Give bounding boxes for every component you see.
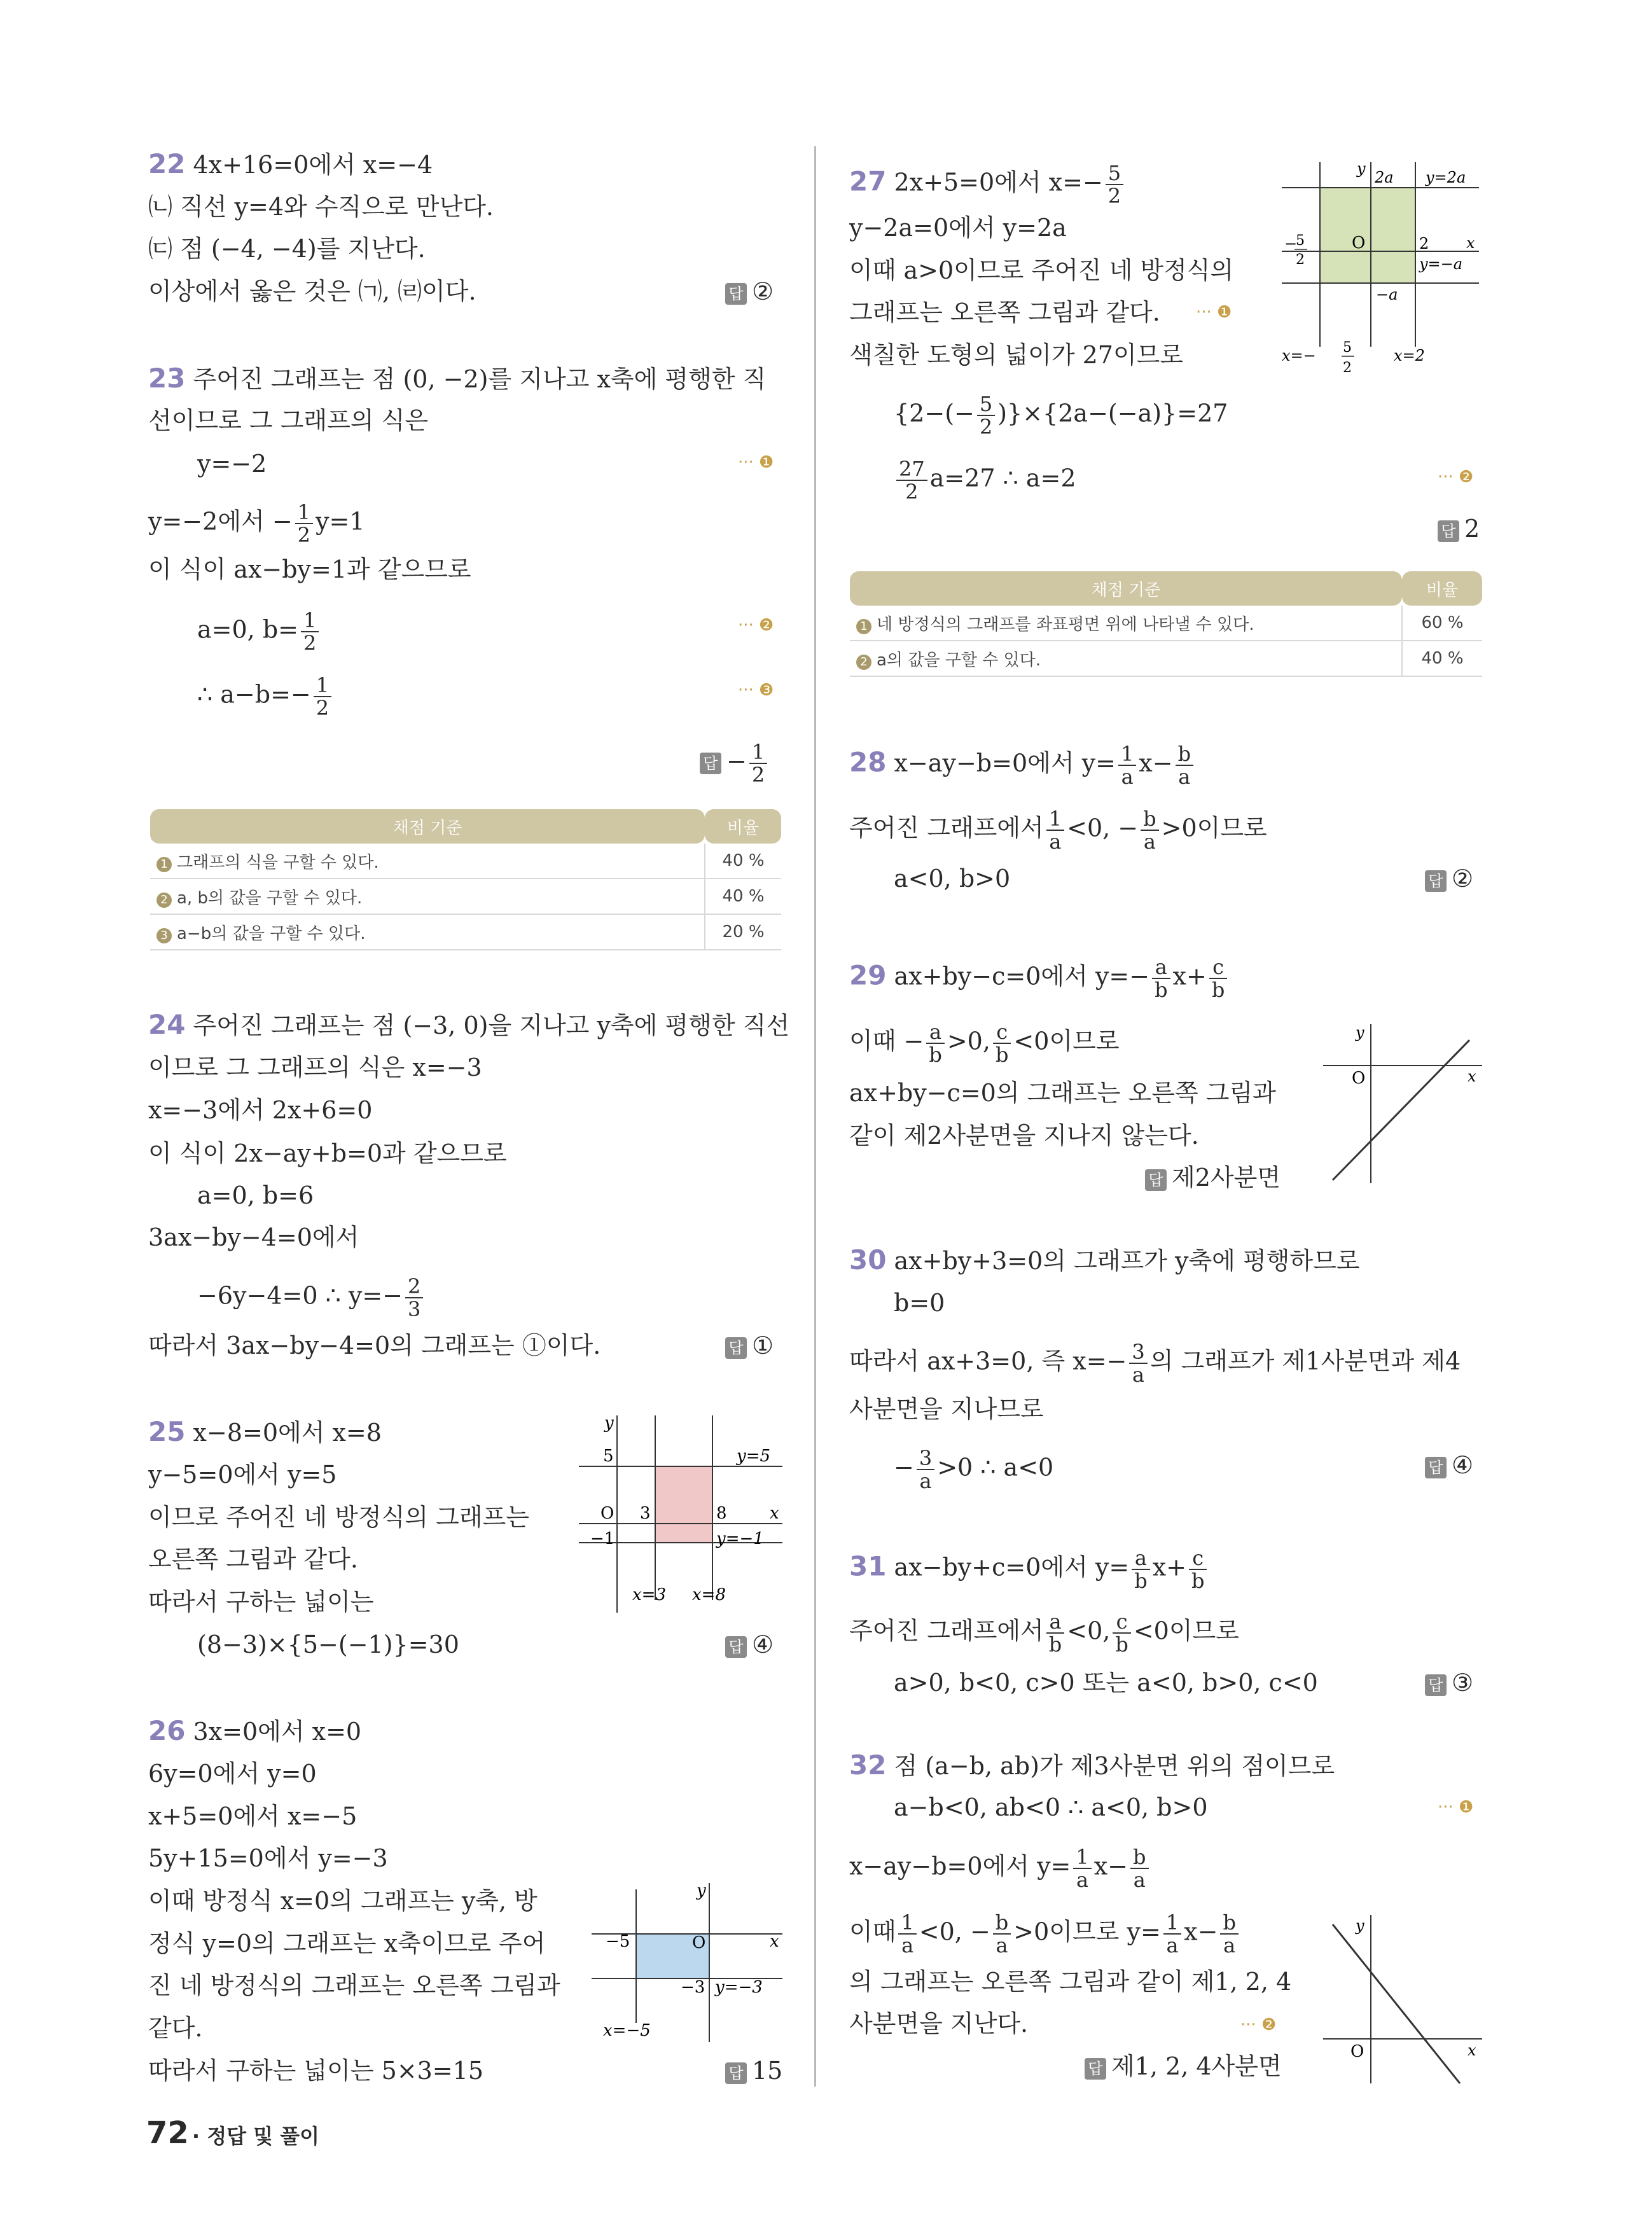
problem-number: 30	[849, 1244, 887, 1275]
problem-23-line6: a=0, b= $\frac{1}{2}$	[197, 609, 321, 654]
line-label: x=8	[692, 1585, 726, 1604]
problem-25-line3: 이므로 주어진 네 방정식의 그래프는	[148, 1503, 529, 1531]
axis-label: x	[1468, 1067, 1476, 1085]
problem-number: 24	[148, 1009, 186, 1040]
shaded-rectangle	[655, 1466, 712, 1543]
page-number: 72	[146, 2115, 189, 2151]
problem-27-line3: 이때 a>0이므로 주어진 네 방정식의	[849, 256, 1234, 284]
axis-label: y	[1356, 1917, 1364, 1935]
problem-22-line3: ㈂ 점 (−4, −4)를 지난다.	[148, 235, 426, 263]
problem-24-line6: 3ax−by−4=0에서	[148, 1223, 359, 1251]
problem-28-answer: 답 ②	[1425, 864, 1473, 893]
fraction: $\frac{c}{b}$	[1189, 1547, 1207, 1592]
origin-label: O	[1350, 2042, 1364, 2061]
line-label: y=−3	[715, 1978, 763, 1997]
problem-24-line3: x=−3에서 2x+6=0	[148, 1096, 373, 1124]
line-label: y=−a	[1419, 255, 1463, 273]
tick-label: −1	[590, 1529, 615, 1548]
fraction: $\frac{27}{2}$	[896, 458, 927, 503]
problem-31-line1: 31 ax−by+c=0에서 y= $\frac{a}{b}$ x+ $\frac{c}{b}$	[849, 1547, 1209, 1592]
step-ref-2: ··· ❷	[1240, 2015, 1277, 2034]
grading-header: 채점 기준	[850, 571, 1402, 606]
problem-number: 28	[849, 746, 887, 778]
answer-icon: 답	[725, 283, 747, 305]
problem-26-line3: x+5=0에서 x=−5	[148, 1802, 357, 1830]
fraction: $\frac{c}{b}$	[1113, 1611, 1130, 1655]
problem-30-line1: 30 ax+by+3=0의 그래프가 y축에 평행하므로	[849, 1244, 1360, 1275]
problem-28-line2: 주어진 그래프에서 $\frac{1}{a}$ <0, − $\frac{b}{a}$ >0이므로	[849, 807, 1267, 854]
grading-table-23	[150, 809, 781, 950]
graph-26	[592, 1877, 789, 2048]
column-divider	[814, 146, 816, 2087]
line-label: x=2	[1394, 347, 1425, 365]
fraction: $\frac{a}{b}$	[1046, 1611, 1064, 1655]
problem-number: 22	[148, 148, 186, 179]
problem-28-line3: a<0, b>0	[894, 865, 1011, 893]
shaded-rectangle	[1320, 188, 1415, 283]
problem-24-line7: −6y−4=0 ∴ y=− $\frac{2}{3}$	[197, 1275, 426, 1320]
step-ref-2: ··· ❷	[1438, 468, 1474, 487]
answer-icon: 답	[725, 2062, 747, 2084]
problem-27-answer: 답 2	[1438, 514, 1480, 543]
fraction: $\frac{1}{2}$	[749, 741, 767, 786]
graph-32	[1320, 1912, 1485, 2090]
problem-22-line1: 22 4x+16=0에서 x=−4	[148, 148, 433, 179]
graph-25	[579, 1409, 789, 1619]
problem-32-line4: 이때 $\frac{1}{a}$ <0, − $\frac{b}{a}$ >0이므로 y= $\frac{1}{a}$ x− $\frac{b}{a}$	[849, 1912, 1241, 1956]
fraction: $\frac{b}{a}$	[1220, 1912, 1238, 1956]
fraction: $\frac{1}{a}$	[1118, 743, 1136, 788]
problem-26-line7: 진 네 방정식의 그래프는 오른쪽 그림과	[148, 1971, 560, 1999]
tick-label: 5	[1296, 233, 1305, 249]
fraction: $\frac{a}{b}$	[1152, 956, 1170, 1001]
problem-26-line6: 정식 y=0의 그래프는 x축이므로 주어	[148, 1929, 546, 1957]
axis-label: y	[604, 1414, 614, 1433]
tick-label: 5	[603, 1447, 614, 1466]
fraction: $\frac{2}{3}$	[405, 1275, 423, 1320]
problem-32-line1: 32 점 (a−b, ab)가 제3사분면 위의 점이므로	[849, 1749, 1335, 1781]
problem-26-line9: 따라서 구하는 넓이는 5×3=15	[148, 2057, 483, 2085]
tick-label: −3	[681, 1978, 705, 1997]
problem-29-answer: 답 제2사분면	[1145, 1163, 1281, 1192]
problem-27-line4: 그래프는 오른쪽 그림과 같다.	[849, 298, 1160, 326]
problem-25-line6: (8−3)×{5−(−1)}=30	[197, 1630, 459, 1658]
answer-icon: 답	[725, 1636, 747, 1658]
problem-number: 23	[148, 363, 186, 394]
problem-23-line4: y=−2에서 − $\frac{1}{2}$ y=1	[148, 500, 365, 547]
tick-label: 5	[1343, 340, 1352, 356]
problem-24-line1: 24 주어진 그래프는 점 (−3, 0)을 지나고 y축에 평행한 직선	[148, 1009, 790, 1040]
axis-label: x	[770, 1504, 779, 1523]
problem-25-answer: 답 ④	[725, 1630, 774, 1659]
step-ref-1: ··· ❶	[1196, 303, 1232, 322]
table-row: 2 a의 값을 구할 수 있다. 40 %	[850, 641, 1482, 676]
tick-label: 8	[716, 1504, 727, 1523]
problem-30-line2: b=0	[894, 1289, 945, 1317]
problem-27-line2: y−2a=0에서 y=2a	[849, 214, 1067, 242]
problem-25-line1: 25 x−8=0에서 x=8	[148, 1416, 382, 1447]
tick-label: 3	[640, 1504, 651, 1523]
answer-icon: 답	[1145, 1169, 1167, 1191]
problem-31-line2: 주어진 그래프에서 $\frac{a}{b}$ <0, $\frac{c}{b}$ <0이므로	[849, 1609, 1239, 1657]
tick-label: −5	[606, 1932, 630, 1951]
problem-24-line2: 이므로 그 그래프의 식은 x=−3	[148, 1053, 482, 1081]
problem-22-line4: 이상에서 옳은 것은 ㈀, ㈃이다.	[148, 277, 476, 305]
problem-26-line5: 이때 방정식 x=0의 그래프는 y축, 방	[148, 1887, 538, 1915]
problem-number: 26	[148, 1715, 186, 1746]
fraction: $\frac{b}{a}$	[1130, 1846, 1148, 1891]
table-row: 3 a−b의 값을 구할 수 있다. 20 %	[150, 914, 781, 950]
tick-label: 2	[1343, 360, 1352, 376]
fraction: $\frac{5}{2}$	[977, 393, 995, 438]
origin-label: O	[692, 1933, 706, 1952]
step-ref-2: ··· ❷	[738, 616, 774, 635]
problem-23-line7: ∴ a−b=− $\frac{1}{2}$	[197, 674, 334, 719]
fraction: $\frac{1}{2}$	[295, 501, 313, 546]
problem-24-line5: a=0, b=6	[197, 1181, 314, 1209]
tick-label: 2a	[1375, 169, 1394, 186]
fraction: $\frac{b}{a}$	[1176, 743, 1193, 788]
problem-27-line6: {2−(− $\frac{5}{2}$ )}×{2a−(−a)}=27	[894, 392, 1228, 439]
problem-30-line5: − $\frac{3}{a}$ >0 ∴ a<0	[894, 1446, 1054, 1493]
fraction: $\frac{c}{b}$	[993, 1021, 1011, 1066]
tick-label: −a	[1376, 286, 1398, 303]
problem-27-line5: 색칠한 도형의 넓이가 27이므로	[849, 341, 1184, 369]
table-row: 2 a, b의 값을 구할 수 있다. 40 %	[150, 879, 781, 914]
problem-29-line1: 29 ax+by−c=0에서 y=− $\frac{a}{b}$ x+ $\frac{c}{b}$	[849, 956, 1230, 1001]
axis-label: x	[1466, 234, 1475, 252]
line-label: y=5	[737, 1447, 771, 1466]
axis-label: y	[697, 1881, 706, 1900]
fraction: $\frac{3}{a}$	[1129, 1341, 1147, 1386]
fraction: $\frac{a}{b}$	[1132, 1547, 1149, 1592]
answer-icon: 답	[1085, 2058, 1106, 2080]
answer-icon: 답	[1425, 870, 1447, 892]
problem-30-line4: 사분면을 지나므로	[849, 1395, 1044, 1423]
problem-number: 31	[849, 1550, 887, 1582]
problem-32-line3: x−ay−b=0에서 y= $\frac{1}{a}$ x− $\frac{b}{a}$	[849, 1846, 1151, 1891]
line-label: y=2a	[1426, 169, 1466, 186]
grading-header: 채점 기준	[150, 809, 705, 844]
problem-31-line3: a>0, b<0, c>0 또는 a<0, b>0, c<0	[894, 1669, 1318, 1697]
table-row: 1 네 방정식의 그래프를 좌표평면 위에 나타낼 수 있다. 60 %	[850, 606, 1482, 641]
axis-label: x	[1468, 2041, 1476, 2059]
fraction: $\frac{1}{a}$	[1046, 808, 1064, 852]
fraction: $\frac{1}{a}$	[1073, 1846, 1091, 1891]
problem-number: 27	[849, 165, 887, 197]
line-label: x=3	[632, 1585, 666, 1604]
problem-27-line7: $\frac{27}{2}$ a=27 ∴ a=2	[894, 458, 1076, 503]
problem-23-line5: 이 식이 ax−by=1과 같으므로	[148, 555, 471, 583]
line-label: x=−	[1282, 347, 1316, 365]
problem-25-line4: 오른쪽 그림과 같다.	[148, 1545, 358, 1573]
problem-30-line3: 따라서 ax+3=0, 즉 x=− $\frac{3}{a}$ 의 그래프가 제1사분면과 제4	[849, 1340, 1461, 1387]
fraction: $\frac{5}{2}$	[1106, 162, 1123, 207]
problem-number: 32	[849, 1749, 887, 1781]
step-ref-3: ··· ❸	[738, 681, 774, 700]
problem-number: 29	[849, 959, 887, 991]
fraction: $\frac{a}{b}$	[926, 1021, 944, 1066]
tick-label: 2	[1419, 235, 1429, 253]
fraction: $\frac{b}{a}$	[1141, 808, 1158, 852]
problem-25-line2: y−5=0에서 y=5	[148, 1461, 337, 1489]
answer-icon: 답	[700, 753, 721, 774]
answer-icon: 답	[725, 1337, 747, 1359]
graph-29	[1320, 1021, 1485, 1186]
problem-29-line4: 같이 제2사분면을 지나지 않는다.	[849, 1122, 1199, 1150]
problem-26-line2: 6y=0에서 y=0	[148, 1760, 317, 1788]
problem-32-answer: 답 제1, 2, 4사분면	[1085, 2052, 1282, 2081]
problem-24-line4: 이 식이 2x−ay+b=0과 같으므로	[148, 1139, 507, 1167]
fraction: $\frac{1}{a}$	[898, 1912, 916, 1956]
problem-25-line5: 따라서 구하는 넓이는	[148, 1588, 374, 1616]
problem-30-answer: 답 ④	[1425, 1450, 1473, 1480]
problem-26-line1: 26 3x=0에서 x=0	[148, 1715, 362, 1746]
problem-23-line1: 23 주어진 그래프는 점 (0, −2)를 지나고 x축에 평행한 직	[148, 363, 767, 394]
line-label: y=−1	[716, 1529, 764, 1548]
problem-29-line3: ax+by−c=0의 그래프는 오른쪽 그림과	[849, 1079, 1276, 1107]
answer-icon: 답	[1425, 1457, 1447, 1478]
axis-label: y	[1357, 160, 1366, 177]
answer-icon: 답	[1438, 520, 1459, 542]
problem-number: 25	[148, 1416, 186, 1447]
line-label: x=−5	[603, 2021, 651, 2040]
fraction: $\frac{3}{a}$	[917, 1447, 934, 1492]
problem-26-line4: 5y+15=0에서 y=−3	[148, 1844, 388, 1872]
origin-label: O	[1352, 1069, 1366, 1088]
tick-label: −	[1284, 235, 1298, 253]
axis-label: x	[770, 1932, 779, 1951]
ratio-header: 비율	[1402, 571, 1482, 606]
problem-29-line2: 이때 − $\frac{a}{b}$ >0, $\frac{c}{b}$ <0이므로	[849, 1020, 1120, 1067]
graph-line	[1333, 1040, 1469, 1180]
problem-32-line2: a−b<0, ab<0 ∴ a<0, b>0	[894, 1793, 1208, 1821]
problem-26-line8: 같다.	[148, 2014, 203, 2042]
problem-23-line2: 선이므로 그 그래프의 식은	[148, 407, 429, 434]
ratio-header: 비율	[705, 809, 781, 844]
fraction: $\frac{c}{b}$	[1209, 956, 1227, 1001]
origin-label: O	[1352, 233, 1366, 253]
fraction: $\frac{1}{a}$	[1163, 1912, 1181, 1956]
table-row: 1 그래프의 식을 구할 수 있다. 40 %	[150, 844, 781, 879]
problem-23-line3: y=−2	[197, 450, 267, 478]
fraction: $\frac{b}{a}$	[993, 1912, 1011, 1956]
step-ref-1: ··· ❶	[738, 453, 774, 472]
origin-label: O	[600, 1504, 614, 1523]
page-footer	[146, 2115, 319, 2151]
problem-32-line6: 사분면을 지난다.	[849, 2010, 1029, 2038]
fraction: $\frac{1}{2}$	[301, 609, 319, 654]
tick-label: 2	[1296, 252, 1305, 268]
fraction: $\frac{1}{2}$	[314, 674, 331, 719]
grading-table-27	[850, 571, 1482, 677]
problem-22-answer: 답 ②	[725, 277, 774, 306]
problem-32-line5: 의 그래프는 오른쪽 그림과 같이 제1, 2, 4	[849, 1968, 1292, 1996]
section-label: · 정답 및 풀이	[191, 2124, 320, 2148]
axis-label: y	[1356, 1024, 1364, 1041]
problem-31-answer: 답 ③	[1425, 1668, 1473, 1697]
problem-23-answer: 답 − $\frac{1}{2}$	[700, 741, 770, 786]
problem-24-line8: 따라서 3ax−by−4=0의 그래프는 ①이다.	[148, 1331, 601, 1359]
graph-27	[1275, 156, 1485, 385]
problem-26-answer: 답 15	[725, 2056, 782, 2085]
problem-28-line1: 28 x−ay−b=0에서 y= $\frac{1}{a}$ x− $\frac{b}{a}$	[849, 743, 1196, 788]
step-ref-1: ··· ❶	[1438, 1798, 1474, 1817]
problem-24-answer: 답 ①	[725, 1331, 774, 1360]
problem-27-line1: 27 2x+5=0에서 x=− $\frac{5}{2}$	[849, 162, 1126, 207]
answer-icon: 답	[1425, 1674, 1447, 1696]
problem-22-line2: ㈁ 직선 y=4와 수직으로 만난다.	[148, 193, 494, 221]
